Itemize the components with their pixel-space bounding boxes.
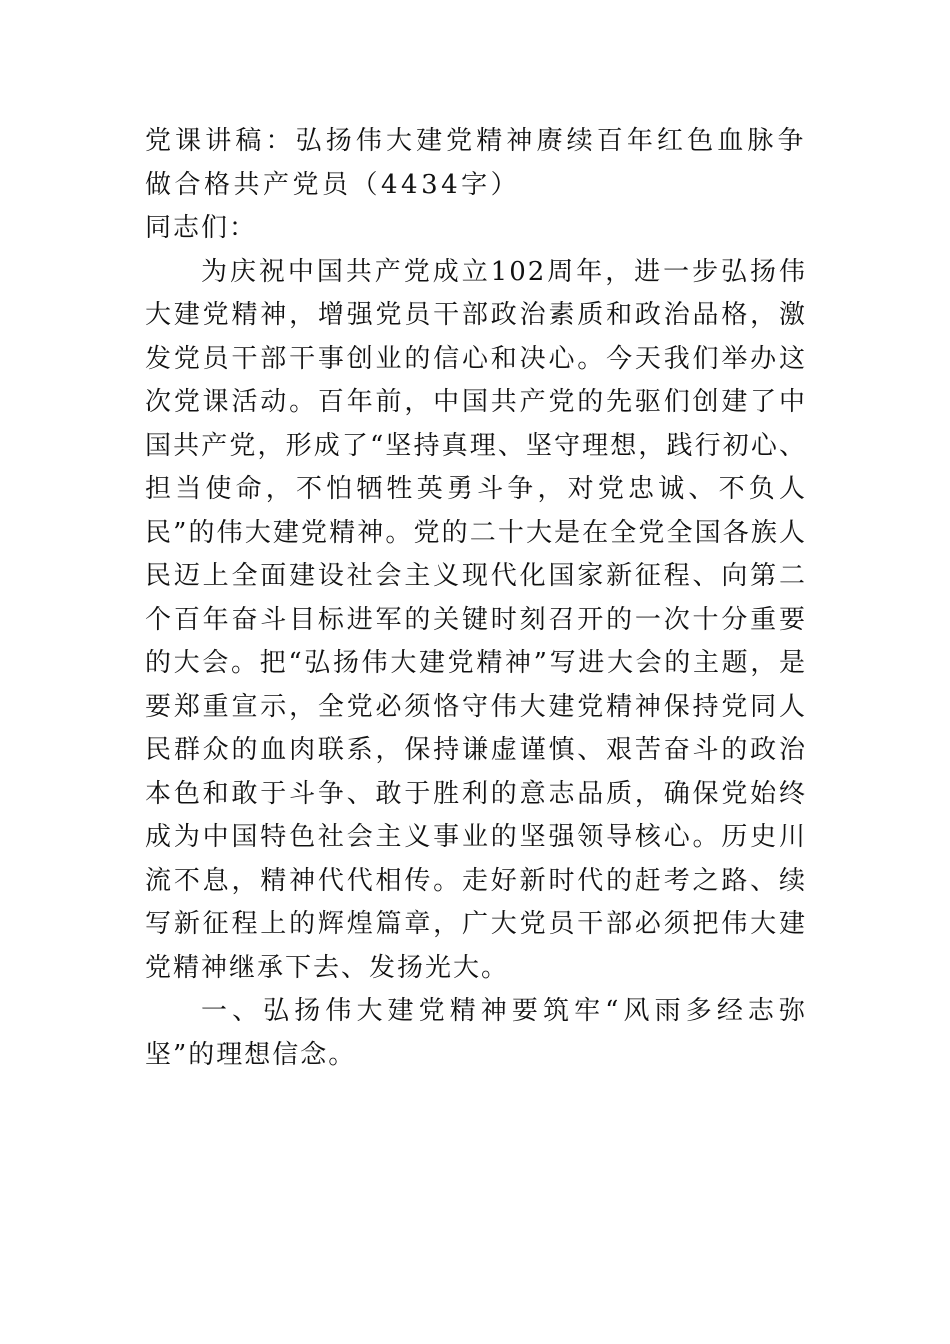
body-paragraph: 为庆祝中国共产党成立102周年，进一步弘扬伟大建党精神，增强党员干部政治素质和政治品格，激发党员干部干事创业的信心和决心。今天我们举办这次党课活动。百年前，中国共产党的先驱们创建了中国共产党，形成了“坚持真理、坚守理想，践行初心、担当使命，不怕牺牲英勇斗争，对党忠诚、不负人民”的伟大建党精神。党的二十大是在全党全国各族人民迈上全面建设社会主义现代化国家新征程、向第二个百年奋斗目标进军的关键时刻召开的一次十分重要的大会。把“弘扬伟大建党精神”写进大会的主题，是要郑重宣示，全党必须恪守伟大建党精神保持党同人民群众的血肉联系，保持谦虚谨慎、艰苦奋斗的政治本色和敢于斗争、敢于胜利的意志品质，确保党始终成为中国特色社会主义事业的坚强领导核心。历史川流不息，精神代代相传。走好新时代的赶考之路、续写新征程上的辉煌篇章，广大党员干部必须把伟大建党精神继承下去、发扬光大。 xyxy=(145,256,807,983)
section-heading: 一、弘扬伟大建党精神要筑牢“风雨多经志弥坚”的理想信念。 xyxy=(145,996,807,1070)
document-body xyxy=(145,120,807,1077)
salutation: 同志们： xyxy=(145,213,258,243)
document-title: 党课讲稿：弘扬伟大建党精神赓续百年红色血脉争做合格共产党员（4434字） xyxy=(145,126,807,200)
